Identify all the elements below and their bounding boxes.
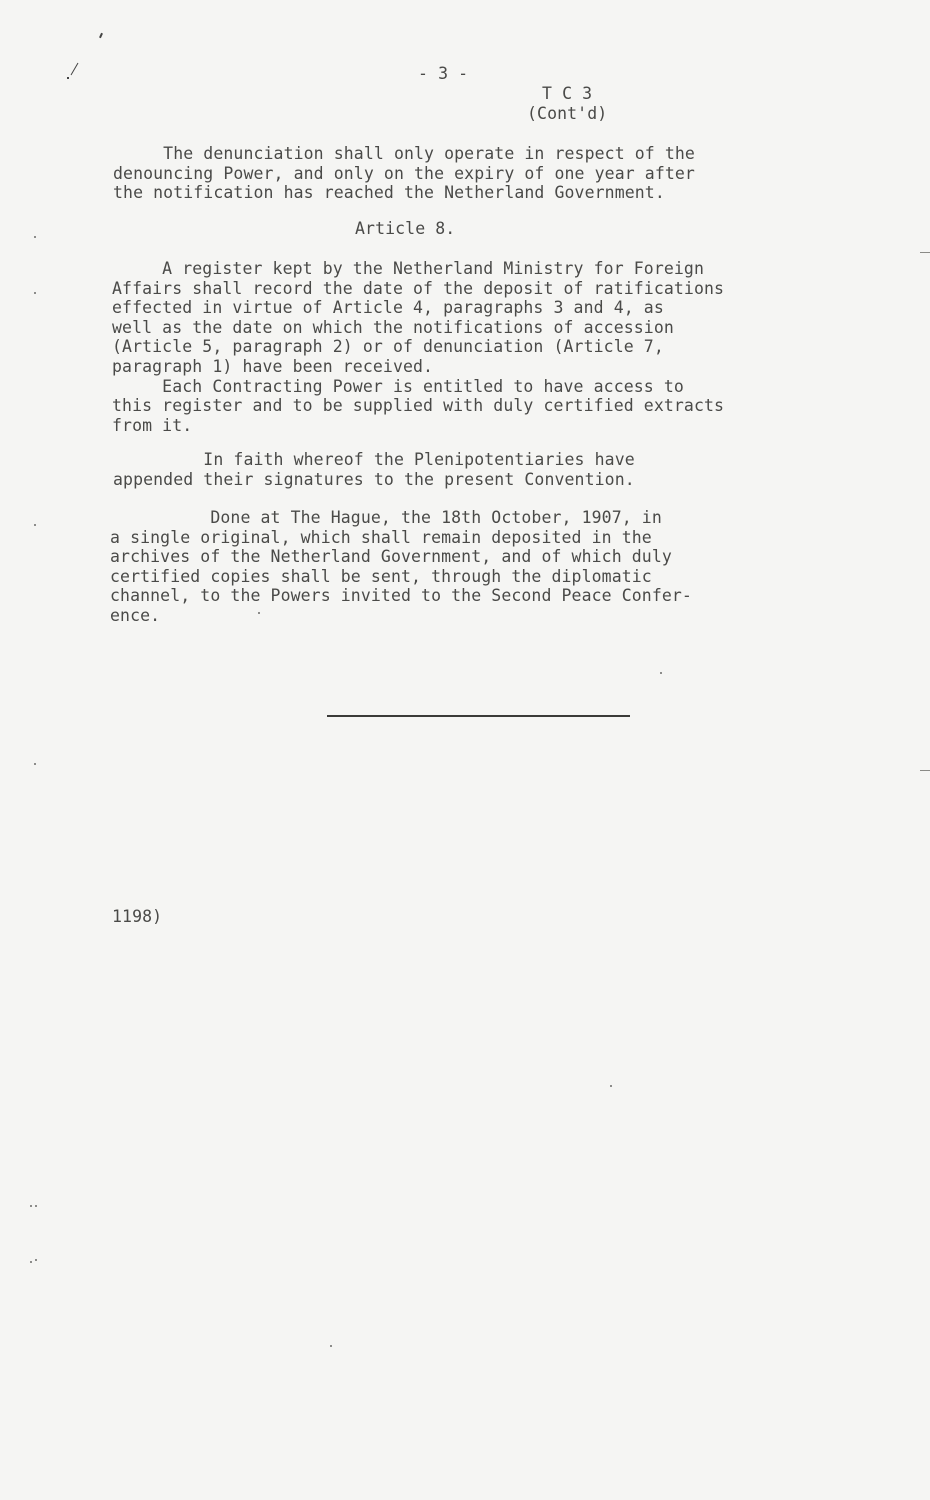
text-line: a single original, which shall remain deposited in the [110, 527, 652, 547]
text-line: denouncing Power, and only on the expiry of one year after [113, 163, 695, 183]
text-line: A register kept by the Netherland Ministry for Foreign [112, 259, 704, 278]
text-line: effected in virtue of Article 4, paragraphs 3 and 4, as [112, 298, 664, 318]
paragraph-signatures [113, 450, 635, 489]
section-divider [327, 715, 630, 717]
page-speck [610, 1085, 612, 1087]
margin-speck [34, 236, 36, 238]
margin-speck [30, 1261, 32, 1263]
text-line: appended their signatures to the present Convention. [113, 469, 635, 489]
text-line: channel, to the Powers invited to the Second Peace Confer- [110, 586, 692, 606]
reference-continued: (Cont'd) [527, 104, 608, 123]
edge-mark [920, 770, 930, 771]
file-number: 1198) [112, 907, 163, 926]
margin-speck [34, 763, 36, 765]
text-line: Done at The Hague, the 18th October, 1907, in [110, 508, 662, 527]
page-speck [660, 672, 662, 674]
margin-speck [30, 1205, 32, 1207]
pen-mark [71, 63, 79, 76]
paragraph-done-at [110, 508, 692, 626]
text-line: archives of the Netherland Government, and of which duly [110, 547, 672, 567]
text-line: well as the date on which the notifications of accession [112, 317, 674, 337]
paragraph-denunciation [113, 144, 695, 203]
margin-speck [35, 1205, 37, 1207]
margin-speck [34, 524, 36, 526]
text-line: In faith whereof the Plenipotentiaries have [113, 450, 635, 469]
text-line: certified copies shall be sent, through the diplomatic [110, 566, 652, 586]
text-line: ence. [110, 605, 161, 625]
text-line: this register and to be supplied with duly certified extracts [112, 396, 725, 416]
text-line: from it. [112, 415, 193, 435]
page-number: - 3 - [418, 64, 469, 83]
margin-speck [35, 1259, 37, 1261]
page-speck [330, 1345, 332, 1347]
text-line: Each Contracting Power is entitled to have access to [112, 376, 684, 396]
text-line: the notification has reached the Netherland Government. [113, 183, 665, 203]
pen-mark [67, 77, 69, 79]
paragraph-register [112, 259, 724, 435]
reference-code: T C 3 [542, 84, 593, 103]
text-line: Affairs shall record the date of the deposit of ratifications [112, 278, 725, 298]
pen-mark [99, 33, 103, 38]
article-heading: Article 8. [355, 219, 456, 238]
edge-mark [920, 252, 930, 253]
text-line: (Article 5, paragraph 2) or of denunciation (Article 7, [112, 337, 664, 357]
margin-speck [34, 292, 36, 294]
text-line: The denunciation shall only operate in respect of the [113, 144, 695, 163]
text-line: paragraph 1) have been received. [112, 356, 434, 376]
